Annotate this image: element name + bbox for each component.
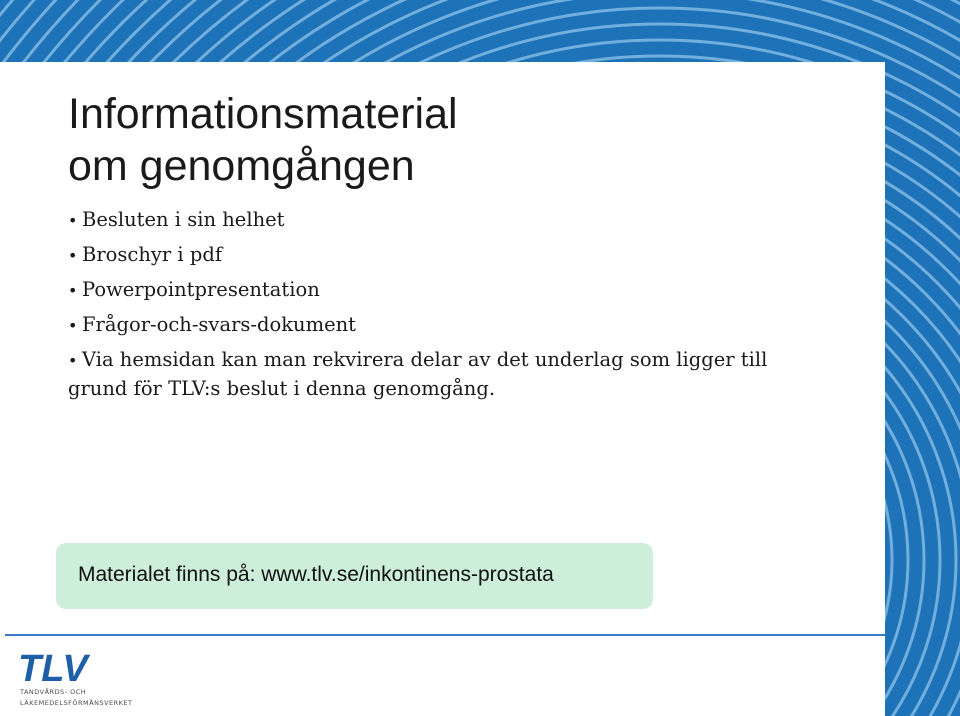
list-item <box>68 241 828 270</box>
list-item <box>68 311 828 340</box>
url-callout-box <box>56 543 653 609</box>
list-item <box>68 346 828 403</box>
bullet-list <box>68 206 828 409</box>
bullet-icon: • <box>68 316 78 335</box>
list-item <box>68 276 828 305</box>
logo-subline-2: LÄKEMEDELSFÖRMÅNSVERKET <box>20 699 133 707</box>
bullet-icon: • <box>68 351 78 370</box>
tlv-logo-icon <box>18 648 118 686</box>
logo-text: TLV <box>18 648 88 686</box>
bullet-text: Besluten i sin helhet <box>82 208 285 231</box>
bullet-icon: • <box>68 246 78 265</box>
bullet-text: Powerpointpresentation <box>82 278 320 301</box>
page-title <box>68 88 458 193</box>
footer-divider <box>5 634 885 636</box>
url-callout-text: Materialet finns på: www.tlv.se/inkontinens-prostata <box>78 563 554 586</box>
tlv-logo <box>18 648 133 710</box>
title-line-2: om genomgången <box>68 142 415 191</box>
list-item <box>68 206 828 235</box>
bullet-icon: • <box>68 211 78 230</box>
bullet-text: Frågor-och-svars-dokument <box>82 313 357 336</box>
title-line-1: Informationsmaterial <box>68 90 458 138</box>
bullet-text: Via hemsidan kan man rekvirera delar av det underlag som ligger till grund för TLV:s beslut i denna genomgång. <box>68 348 768 400</box>
bullet-icon: • <box>68 281 78 300</box>
logo-subline-1: TANDVÅRDS- OCH <box>20 688 87 696</box>
bullet-text: Broschyr i pdf <box>82 243 223 266</box>
